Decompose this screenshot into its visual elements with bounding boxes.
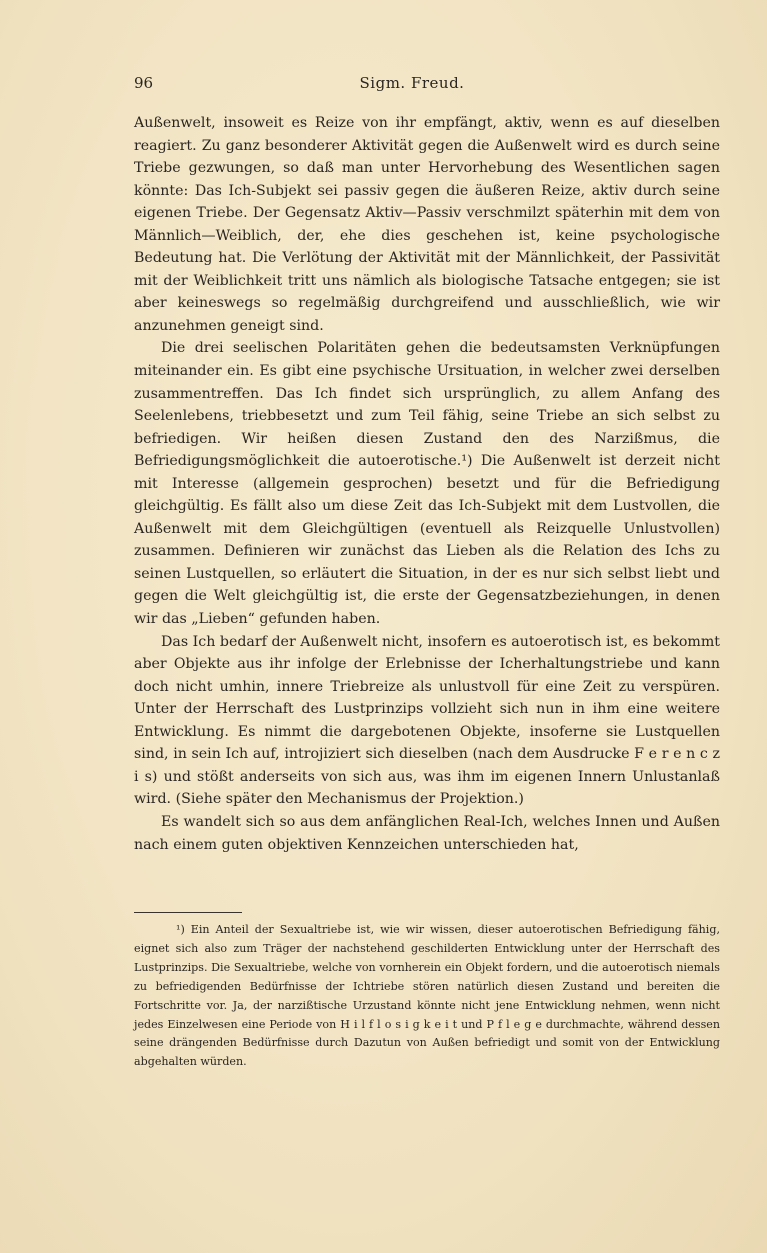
paragraph-1: Außenwelt, insoweit es Reize von ihr empfängt, aktiv, wenn es auf dieselben reagiert. Zu ganz besonderer Aktivität gegen die Außenwelt wird es durch seine Triebe gezwungen, so daß man unter Hervorhebung des Wesentlichen sagen könnte: Das Ich-Subjekt sei passiv gegen die äußeren Reize, aktiv durch seine eigenen Triebe. Der Gegensatz Aktiv—Passiv verschmilzt späterhin mit dem von Männlich—Weiblich, der, ehe dies geschehen ist, keine psychologische Bedeutung hat. Die Verlötung der Aktivität mit der Männlichkeit, der Passivität mit der Weiblichkeit tritt uns nämlich als biologische Tatsache entgegen; sie ist aber keineswegs so regelmäßig durchgreifend und ausschließlich, wie wir anzunehmen geneigt sind. bbox=[134, 115, 720, 334]
paragraph-3: Das Ich bedarf der Außenwelt nicht, insofern es autoerotisch ist, es bekommt aber Objekte aus ihr infolge der Erlebnisse der Icherhaltungstriebe und kann doch nicht umhin, innere Triebreize als unlustvoll für eine Zeit zu verspüren. Unter der Herrschaft des Lustprinzips vollzieht sich nun in ihm eine weitere Entwicklung. Es nimmt die dargebotenen Objekte, insoferne sie Lustquellen sind, in sein Ich auf, introjiziert sich dieselben (nach dem Ausdrucke F e r e n c z i s) und stößt anderseits von sich aus, was ihm im eigenen Innern Unlustanlaß wird. (Siehe später den Mechanismus der Projektion.) bbox=[134, 633, 720, 808]
page-header bbox=[134, 74, 690, 98]
footnote-text: ¹) Ein Anteil der Sexualtriebe ist, wie wir wissen, dieser autoerotischen Befriedigung fähig, eignet sich also zum Träger der nachstehend geschilderten Entwicklung unter der Herrschaft des Lustprinzips. Die Sexualtriebe, welche von vornherein ein Objekt fordern, und die autoerotisch niemals zu befriedigenden Bedürfnisse der Ichtriebe stören natürlich diesen Zustand und bereiten die Fortschritte vor. Ja, der narzißtische Urzustand könnte nicht jene Entwicklung nehmen, wenn nicht jedes Einzelwesen eine Periode von H i l f l o s i g k e i t und P f l e g e durchmachte, während dessen seine drängenden Bedürfnisse durch Dazutun von Außen befriedigt und somit von der Entwicklung abgehalten würden. bbox=[134, 923, 720, 1069]
footnote bbox=[134, 921, 720, 1072]
page-number: 96 bbox=[134, 74, 154, 92]
paragraph-4: Es wandelt sich so aus dem anfänglichen Real-Ich, welches Innen und Außen nach einem guten objektiven Kennzeichen unterschieden hat, bbox=[134, 813, 720, 853]
footnote-rule bbox=[134, 912, 242, 913]
body-text bbox=[134, 112, 720, 856]
running-head: Sigm. Freud. bbox=[359, 74, 465, 92]
paragraph-2: Die drei seelischen Polaritäten gehen die bedeutsamsten Verknüpfungen miteinander ein. Es gibt eine psychische Ursituation, in welcher zwei derselben zusammentreffen. Das Ich findet sich ursprünglich, zu allem Anfang des Seelenlebens, triebbesetzt und zum Teil fähig, seine Triebe an sich selbst zu befriedigen. Wir heißen diesen Zustand den des Narzißmus, die Befriedigungsmöglichkeit die autoerotische.¹) Die Außenwelt ist derzeit nicht mit Interesse (allgemein gesprochen) besetzt und für die Befriedigung gleichgültig. Es fällt also um diese Zeit das Ich-Subjekt mit dem Lustvollen, die Außenwelt mit dem Gleichgültigen (eventuell als Reizquelle Unlustvollen) zusammen. Definieren wir zunächst das Lieben als die Relation des Ichs zu seinen Lustquellen, so erläutert die Situation, in der es nur sich selbst liebt und gegen die Welt gleichgültig ist, die erste der Gegensatzbeziehungen, in denen wir das „Lieben“ gefunden haben. bbox=[134, 340, 720, 628]
